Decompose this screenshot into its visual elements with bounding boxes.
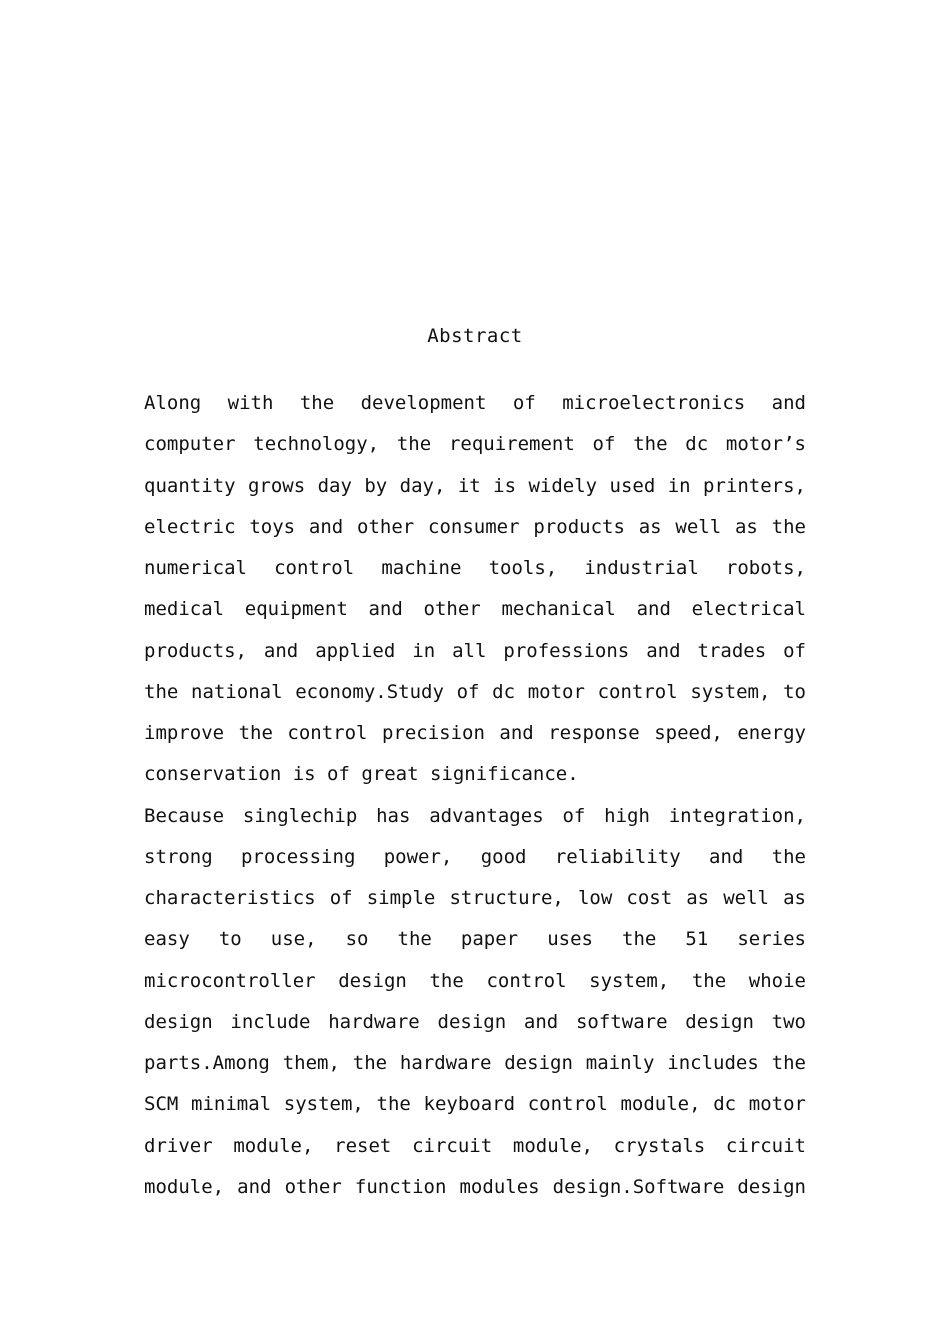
abstract-line: quantity grows day by day, it is widely used in printers, bbox=[144, 474, 806, 497]
abstract-line: characteristics of simple structure, low cost as well as bbox=[144, 887, 806, 909]
abstract-line: computer technology, the requirement of the dc motor’s bbox=[144, 433, 806, 456]
abstract-line: microcontroller design the control system, the whoie bbox=[144, 969, 806, 992]
abstract-line: easy to use, so the paper uses the 51 series bbox=[144, 928, 806, 951]
abstract-line: the national economy.Study of dc motor control system, to bbox=[144, 680, 806, 703]
abstract-line: products, and applied in all professions and trades of bbox=[144, 639, 806, 662]
abstract-title: Abstract bbox=[427, 325, 523, 347]
abstract-line: module, and other function modules design.Software design bbox=[144, 1175, 806, 1198]
abstract-line: parts.Among them, the hardware design mainly includes the bbox=[144, 1052, 806, 1074]
abstract-line: conservation is of great significance. bbox=[144, 763, 579, 786]
abstract-line: electric toys and other consumer products as well as the bbox=[144, 515, 806, 538]
abstract-line: Because singlechip has advantages of high integration, bbox=[144, 804, 806, 827]
abstract-line: strong processing power, good reliability and the bbox=[144, 845, 806, 868]
abstract-line: improve the control precision and response speed, energy bbox=[144, 722, 806, 744]
abstract-line: numerical control machine tools, industrial robots, bbox=[144, 557, 806, 579]
abstract-line: driver module, reset circuit module, crystals circuit bbox=[144, 1134, 806, 1157]
abstract-body bbox=[144, 388, 806, 1213]
abstract-line: medical equipment and other mechanical and electrical bbox=[144, 598, 806, 621]
abstract-line: SCM minimal system, the keyboard control module, dc motor bbox=[144, 1093, 806, 1116]
abstract-line: Along with the development of microelectronics and bbox=[144, 392, 806, 414]
abstract-line: design include hardware design and software design two bbox=[144, 1010, 806, 1033]
